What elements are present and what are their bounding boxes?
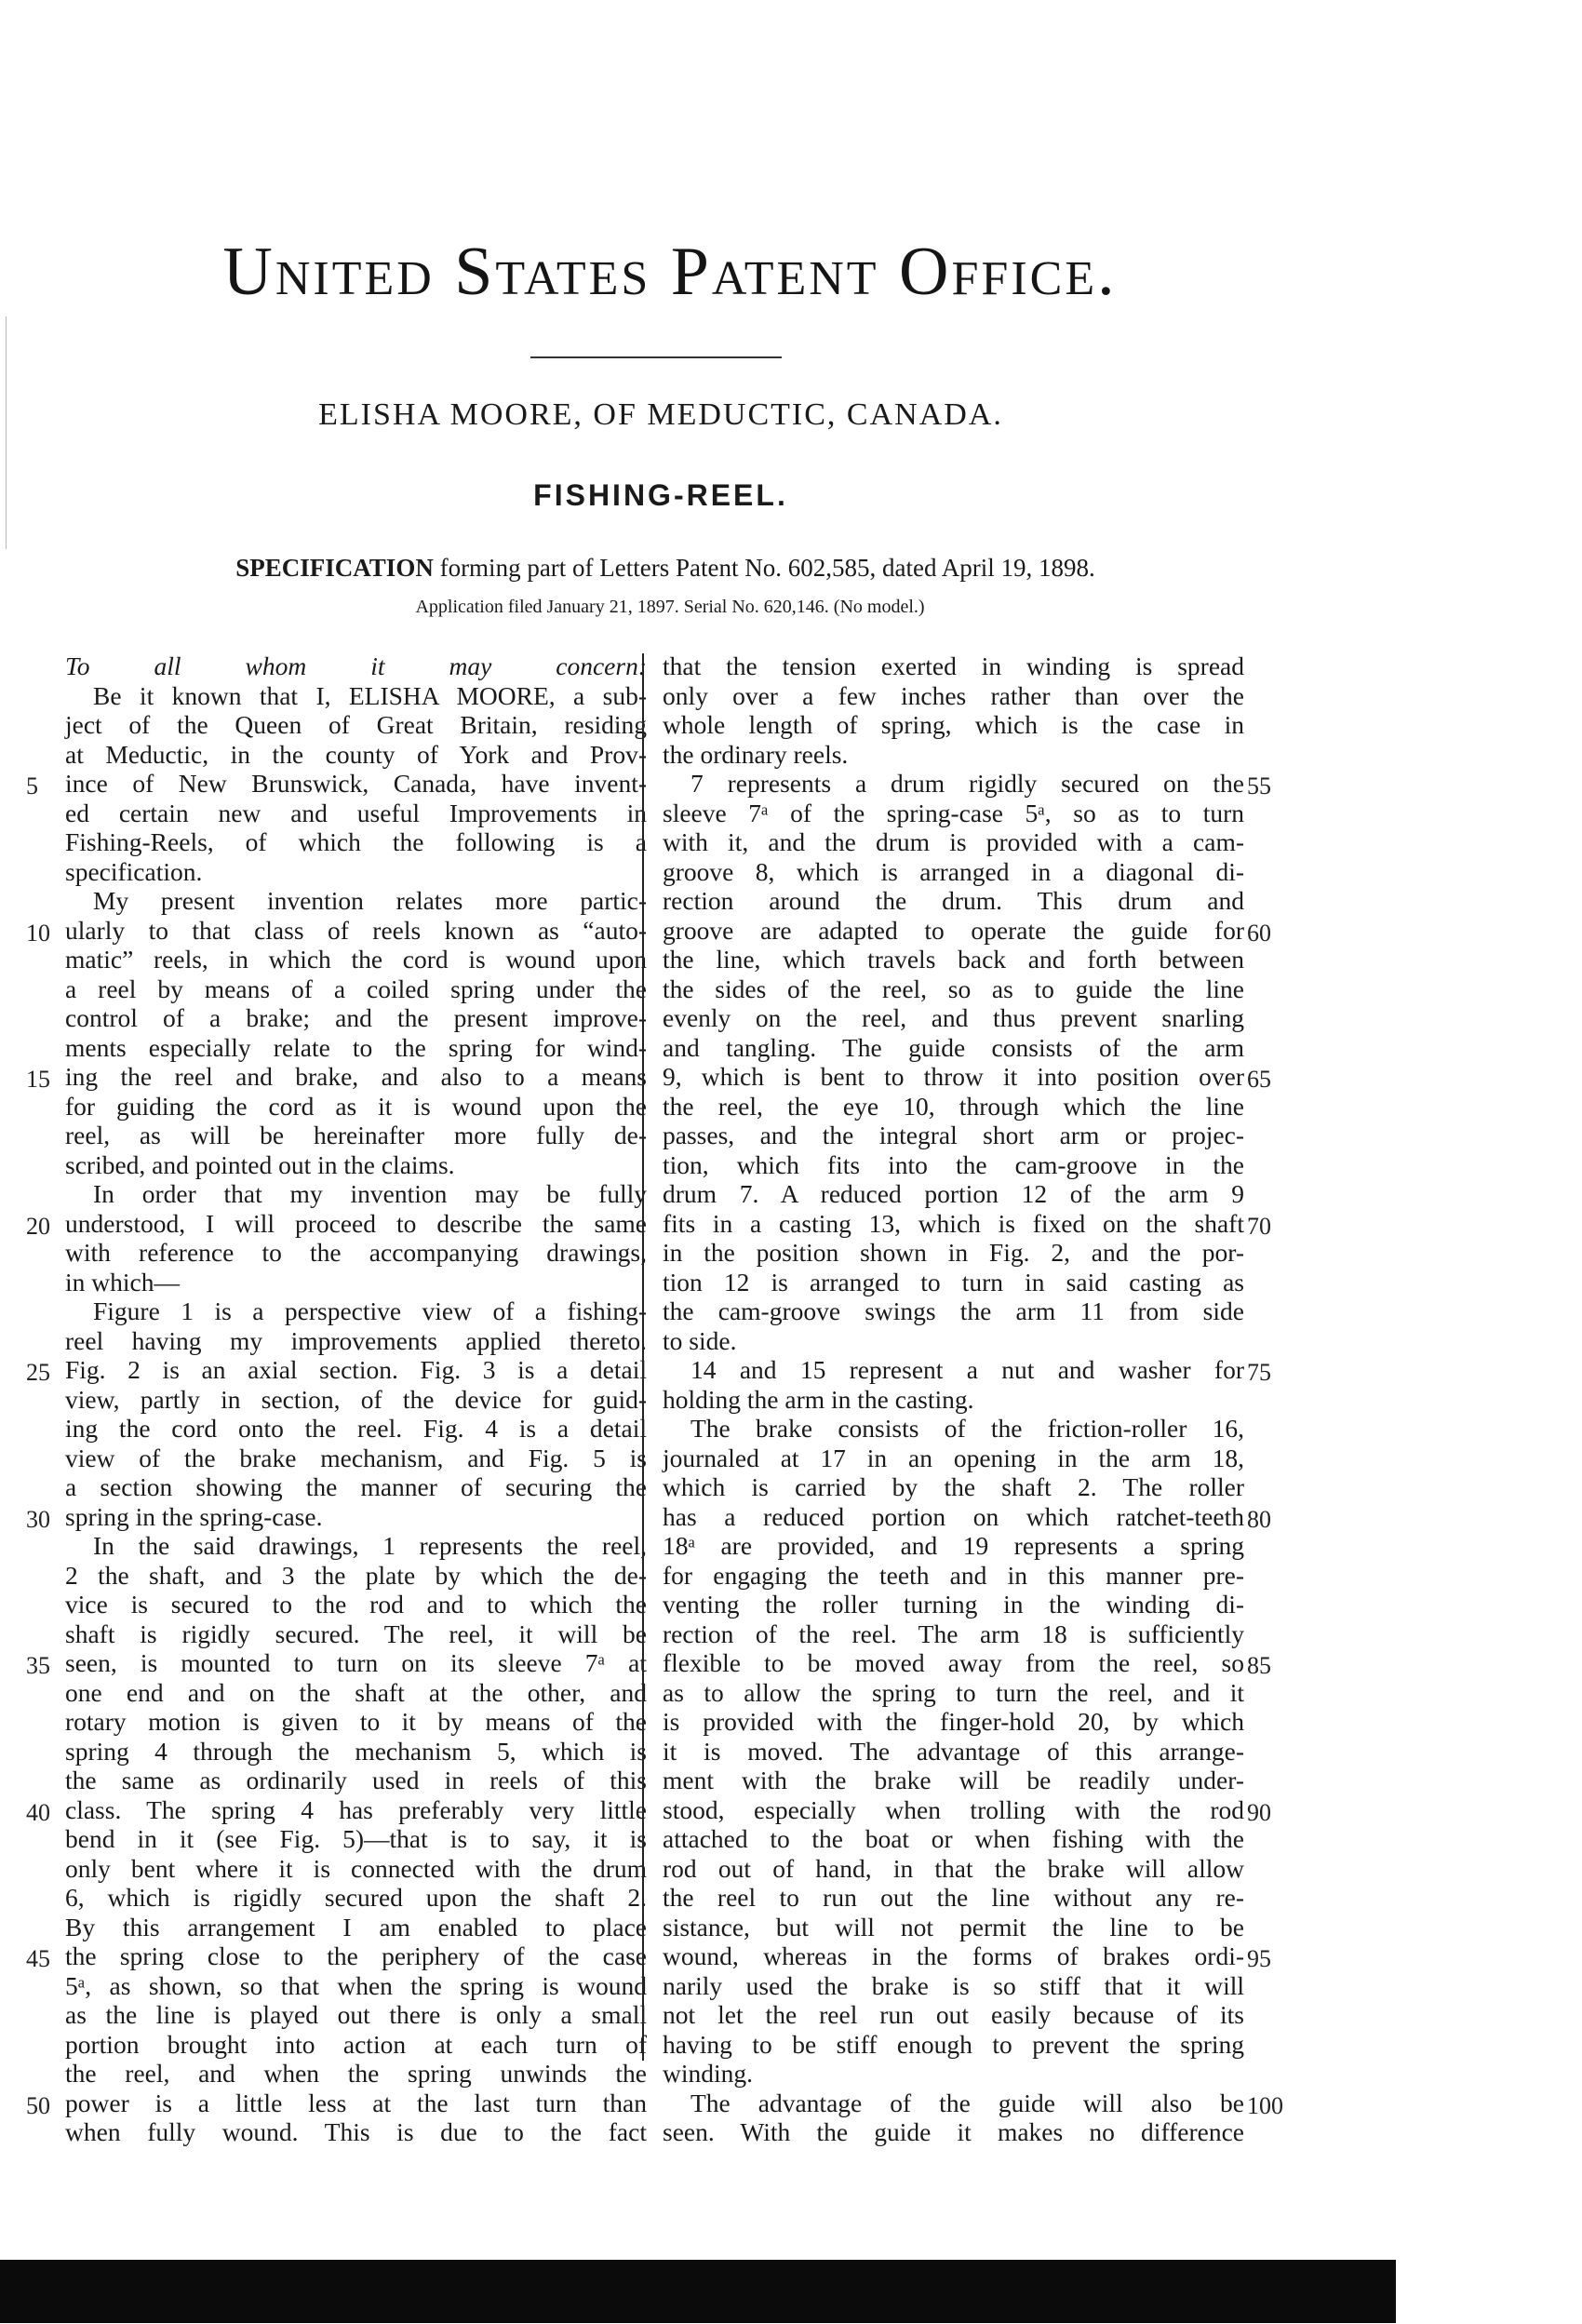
text-line: power is a little less at the last turn than	[65, 2088, 647, 2117]
text-line: when fully wound. This is due to the fact	[65, 2117, 647, 2146]
text-line: view of the brake mechanism, and Fig. 5 is	[65, 1443, 647, 1472]
text-line: rotary motion is given to it by means of the	[65, 1707, 647, 1736]
text-line: class. The spring 4 has preferably very little	[65, 1794, 647, 1824]
text-line: in which—	[65, 1267, 180, 1296]
text-line: scribed, and pointed out in the claims.	[65, 1149, 455, 1179]
text-line: portion brought into action at each turn of	[65, 2029, 647, 2059]
text-line: in the position shown in Fig. 2, and the por-	[663, 1238, 1244, 1267]
text-line: The brake consists of the friction-roller 16,	[690, 1414, 1244, 1443]
text-line: only bent where it is connected with the drum	[65, 1853, 647, 1883]
text-line: tion, which fits into the cam-groove in the	[663, 1149, 1244, 1179]
text-line: ment with the brake will be readily under-	[663, 1766, 1244, 1794]
text-line: Fig. 2 is an axial section. Fig. 3 is a detail	[65, 1355, 647, 1384]
text-line: the reel to run out the line without any re-	[663, 1883, 1244, 1912]
text-line: passes, and the integral short arm or projec-	[663, 1121, 1244, 1149]
text-line: a reel by means of a coiled spring under the	[65, 974, 647, 1003]
text-line: the ordinary reels.	[663, 739, 849, 769]
text-line: ing the reel and brake, and also to a means	[65, 1062, 647, 1091]
text-line: Figure 1 is a perspective view of a fishing-	[93, 1296, 647, 1325]
scan-footer-bar	[0, 2260, 1396, 2323]
text-line: evenly on the reel, and thus prevent snarling	[663, 1003, 1244, 1032]
text-line: To all whom it may concern:	[65, 652, 647, 680]
header-rule	[530, 356, 782, 358]
text-line: wound, whereas in the forms of brakes ordi-	[663, 1941, 1244, 1970]
line-number: 85	[1247, 1652, 1271, 1679]
specification-prefix: SPECIFICATION	[235, 554, 434, 582]
text-line: for guiding the cord as it is wound upon the	[65, 1091, 647, 1121]
text-line: rection of the reel. The arm 18 is sufficiently	[663, 1619, 1244, 1648]
text-line: spring in the spring-case.	[65, 1501, 323, 1531]
specification-rest: forming part of Letters Patent No. 602,585, dated April 19, 1898.	[439, 554, 1095, 582]
text-line: My present invention relates more partic-	[93, 886, 647, 915]
line-number: 90	[1247, 1798, 1271, 1826]
text-line: ments especially relate to the spring for wind-	[65, 1032, 647, 1062]
text-line: groove 8, which is arranged in a diagonal di-	[663, 856, 1244, 886]
text-line: it is moved. The advantage of this arrange-	[663, 1736, 1244, 1766]
line-number: 20	[26, 1212, 50, 1240]
text-line: seen, is mounted to turn on its sleeve 7ᵃ at	[65, 1648, 647, 1677]
text-line: rod out of hand, in that the brake will allow	[663, 1853, 1244, 1883]
text-line: as the line is played out there is only a small	[65, 2000, 647, 2029]
text-line: stood, especially when trolling with the rod	[663, 1794, 1244, 1824]
line-number: 5	[26, 772, 38, 799]
specification-line	[168, 554, 1163, 583]
text-line: the reel, the eye 10, through which the line	[663, 1091, 1244, 1121]
text-line: The advantage of the guide will also be	[690, 2088, 1244, 2117]
text-line: 2 the shaft, and 3 the plate by which the de-	[65, 1560, 647, 1590]
text-line: to side.	[663, 1325, 737, 1355]
text-line: 18ᵃ are provided, and 19 represents a spring	[663, 1531, 1244, 1560]
invention-title: FISHING-REEL.	[533, 478, 788, 512]
text-line: only over a few inches rather than over the	[663, 680, 1244, 710]
line-number: 35	[26, 1652, 50, 1679]
column-divider	[642, 653, 644, 2061]
text-line: a section showing the manner of securing the	[65, 1472, 647, 1501]
text-line: 9, which is bent to throw it into position over	[663, 1062, 1244, 1091]
text-line: with it, and the drum is provided with a cam-	[663, 827, 1244, 856]
text-line: 6, which is rigidly secured upon the shaft 2.	[65, 1883, 647, 1912]
text-line: having to be stiff enough to prevent the spring	[663, 2029, 1244, 2059]
text-line: reel having my improvements applied thereto.	[65, 1325, 647, 1355]
line-number: 60	[1247, 919, 1271, 947]
text-line: and tangling. The guide consists of the arm	[663, 1032, 1244, 1062]
line-number: 65	[1247, 1066, 1271, 1093]
text-line: groove are adapted to operate the guide for	[663, 915, 1244, 945]
text-line: ularly to that class of reels known as “auto-	[65, 915, 647, 945]
line-number: 95	[1247, 1945, 1271, 1972]
text-line: 7 represents a drum rigidly secured on the	[690, 769, 1244, 798]
text-line: the same as ordinarily used in reels of this	[65, 1766, 647, 1794]
line-number: 30	[26, 1505, 50, 1533]
line-number: 40	[26, 1798, 50, 1826]
text-line: with reference to the accompanying drawings,	[65, 1238, 647, 1267]
patent-office-heading: United States Patent Office.	[222, 234, 1118, 310]
text-line: Fishing-Reels, of which the following is a	[65, 827, 647, 856]
text-line: 14 and 15 represent a nut and washer for	[690, 1355, 1244, 1384]
text-line: vice is secured to the rod and to which the	[65, 1590, 647, 1619]
text-line: which is carried by the shaft 2. The roller	[663, 1472, 1244, 1501]
text-line: drum 7. A reduced portion 12 of the arm 9	[663, 1179, 1244, 1208]
line-number: 25	[26, 1359, 50, 1386]
line-number: 100	[1247, 2091, 1283, 2119]
text-line: In order that my invention may be fully	[93, 1179, 647, 1208]
text-line: ince of New Brunswick, Canada, have invent-	[65, 769, 647, 798]
scan-edge-mark	[6, 316, 7, 549]
text-line: attached to the boat or when fishing with the	[663, 1824, 1244, 1853]
left-text-column	[65, 652, 647, 2147]
line-number: 80	[1247, 1505, 1271, 1533]
right-text-column	[663, 652, 1244, 2147]
text-line: venting the roller turning in the winding di-	[663, 1590, 1244, 1619]
text-line: not let the reel run out easily because of its	[663, 2000, 1244, 2029]
text-line: shaft is rigidly secured. The reel, it will be	[65, 1619, 647, 1648]
text-line: view, partly in section, of the device for guid-	[65, 1384, 647, 1414]
text-line: one end and on the shaft at the other, and	[65, 1677, 647, 1707]
text-line: reel, as will be hereinafter more fully de-	[65, 1121, 647, 1149]
text-line: at Meductic, in the county of York and Prov-	[65, 739, 647, 769]
inventor-line: ELISHA MOORE, OF MEDUCTIC, CANADA.	[318, 397, 1003, 432]
text-line: rection around the drum. This drum and	[663, 886, 1244, 915]
text-line: In the said drawings, 1 represents the reel,	[93, 1531, 647, 1560]
line-number: 10	[26, 919, 50, 947]
text-line: sistance, but will not permit the line to be	[663, 1912, 1244, 1941]
text-line: flexible to be moved away from the reel, so	[663, 1648, 1244, 1677]
text-line: ed certain new and useful Improvements in	[65, 798, 647, 827]
line-number: 50	[26, 2091, 50, 2119]
text-line: the reel, and when the spring unwinds the	[65, 2059, 647, 2088]
text-line: matic” reels, in which the cord is wound upon	[65, 945, 647, 974]
text-line: ject of the Queen of Great Britain, residing	[65, 710, 647, 739]
text-line: seen. With the guide it makes no difference	[663, 2117, 1244, 2146]
line-number: 70	[1247, 1212, 1271, 1240]
text-line: is provided with the finger-hold 20, by which	[663, 1707, 1244, 1736]
text-line: the sides of the reel, so as to guide the line	[663, 974, 1244, 1003]
text-line: fits in a casting 13, which is fixed on the shaft	[663, 1208, 1244, 1238]
text-line: control of a brake; and the present improve-	[65, 1003, 647, 1032]
text-line: bend in it (see Fig. 5)—that is to say, it is	[65, 1824, 647, 1853]
text-line: ing the cord onto the reel. Fig. 4 is a detail	[65, 1414, 647, 1443]
text-line: as to allow the spring to turn the reel, and it	[663, 1677, 1244, 1707]
text-line: spring 4 through the mechanism 5, which is	[65, 1736, 647, 1766]
text-line: for engaging the teeth and in this manner pre-	[663, 1560, 1244, 1590]
text-line: By this arrangement I am enabled to place	[65, 1912, 647, 1941]
text-line: that the tension exerted in winding is spread	[663, 652, 1244, 680]
line-number: 55	[1247, 772, 1271, 799]
text-line: has a reduced portion on which ratchet-teeth	[663, 1501, 1244, 1531]
text-line: holding the arm in the casting.	[663, 1384, 974, 1414]
text-line: specification.	[65, 856, 203, 886]
text-line: sleeve 7ᵃ of the spring-case 5ᵃ, so as to turn	[663, 798, 1244, 827]
line-number: 45	[26, 1945, 50, 1972]
text-line: understood, I will proceed to describe the same	[65, 1208, 647, 1238]
text-line: journaled at 17 in an opening in the arm 18,	[663, 1443, 1244, 1472]
text-line: narily used the brake is so stiff that it will	[663, 1970, 1244, 2000]
line-number: 75	[1247, 1359, 1271, 1386]
text-line: whole length of spring, which is the case in	[663, 710, 1244, 739]
text-line: the cam-groove swings the arm 11 from side	[663, 1296, 1244, 1325]
text-line: Be it known that I, ELISHA MOORE, a sub-	[93, 680, 647, 710]
text-line: 5ᵃ, as shown, so that when the spring is wound	[65, 1970, 647, 2000]
text-line: winding.	[663, 2059, 754, 2088]
text-line: tion 12 is arranged to turn in said casting as	[663, 1267, 1244, 1296]
line-number: 15	[26, 1066, 50, 1093]
text-line: the spring close to the periphery of the case	[65, 1941, 647, 1970]
text-line: the line, which travels back and forth between	[663, 945, 1244, 974]
application-line: Application filed January 21, 1897. Serial No. 620,146. (No model.)	[415, 597, 925, 617]
